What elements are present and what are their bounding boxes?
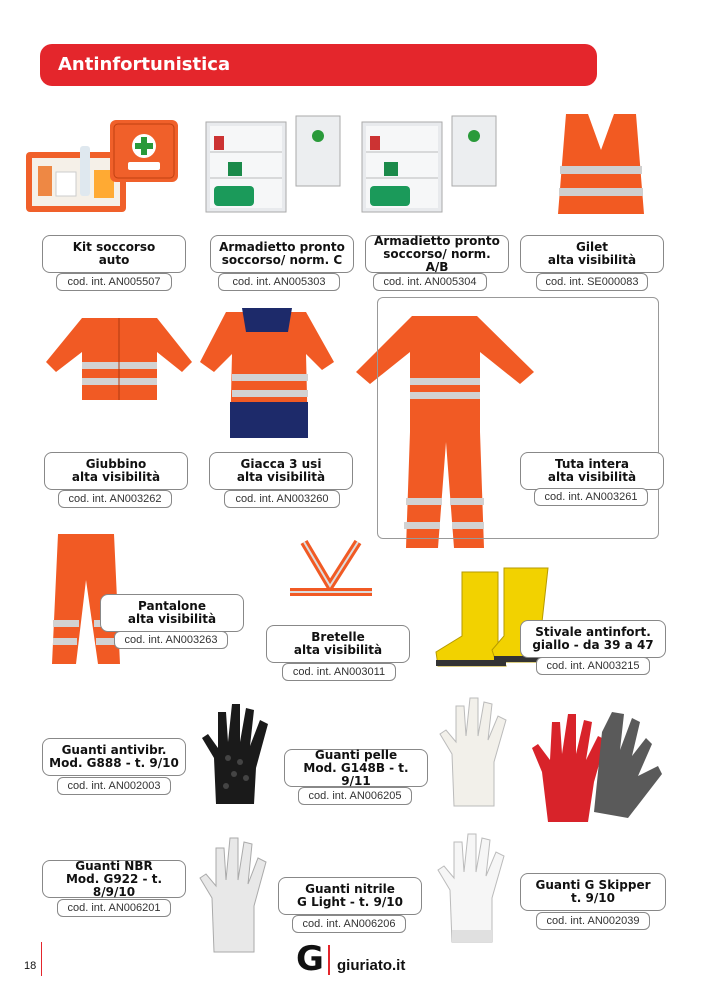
product-name: Bretelle alta visibilità [266, 625, 410, 663]
product-name: Kit soccorso auto [42, 235, 186, 273]
product-code: cod. int. AN003262 [58, 490, 172, 508]
product-code: cod. int. AN006206 [292, 915, 406, 933]
footer-divider [41, 942, 42, 976]
product-name: Guanti pelle Mod. G148B - t. 9/11 [284, 749, 428, 787]
product-name: Armadietto pronto soccorso/ norm. A/B [365, 235, 509, 273]
nbr-gloves-image [196, 828, 274, 956]
product-name: Tuta intera alta visibilità [520, 452, 664, 490]
product-code: cod. int. AN005304 [373, 273, 487, 291]
hi-vis-vest-image [556, 110, 646, 218]
g-skipper-gloves-image [528, 702, 673, 827]
product-code: cod. int. AN003260 [224, 490, 340, 508]
product-name: Armadietto pronto soccorso/ norm. C [210, 235, 354, 273]
product-code: cod. int. AN005303 [218, 273, 340, 291]
product-code: cod. int. AN003215 [536, 657, 650, 675]
page-number: 18 [24, 960, 37, 972]
product-code: cod. int. SE000083 [536, 273, 648, 291]
hi-vis-suspenders-image [286, 538, 376, 608]
product-code: cod. int. AN006205 [298, 787, 412, 805]
brand-website: giuriato.it [337, 957, 406, 974]
product-name: Giubbino alta visibilità [44, 452, 188, 490]
product-code: cod. int. AN003261 [534, 488, 648, 506]
section-title: Antinfortunistica [58, 54, 231, 75]
product-code: cod. int. AN006201 [57, 899, 171, 917]
first-aid-cabinet-ab-image [360, 112, 500, 217]
section-banner [40, 44, 597, 86]
product-name: Stivale antinfort. giallo - da 39 a 47 [520, 620, 666, 658]
brand-logo-initial: G [296, 939, 324, 979]
product-name: Guanti NBR Mod. G922 - t. 8/9/10 [42, 860, 186, 898]
hi-vis-jacket-image [42, 312, 197, 402]
nitrile-gloves-image [434, 826, 514, 946]
product-name: Guanti antivibr. Mod. G888 - t. 9/10 [42, 738, 186, 776]
three-in-one-jacket-image [196, 302, 346, 442]
product-name: Gilet alta visibilità [520, 235, 664, 273]
product-name: Guanti nitrile G Light - t. 9/10 [278, 877, 422, 915]
product-name: Guanti G Skipper t. 9/10 [520, 873, 666, 911]
first-aid-cabinet-c-image [204, 112, 344, 217]
product-name: Pantalone alta visibilità [100, 594, 244, 632]
brand-logo-divider [328, 945, 330, 975]
product-code: cod. int. AN003011 [282, 663, 396, 681]
first-aid-kit-image [24, 112, 184, 224]
product-code: cod. int. AN002039 [536, 912, 650, 930]
product-code: cod. int. AN005507 [56, 273, 172, 291]
antivibration-gloves-image [196, 698, 276, 808]
leather-gloves-image [436, 690, 516, 810]
product-code: cod. int. AN002003 [57, 777, 171, 795]
product-name: Giacca 3 usi alta visibilità [209, 452, 353, 490]
product-code: cod. int. AN003263 [114, 631, 228, 649]
